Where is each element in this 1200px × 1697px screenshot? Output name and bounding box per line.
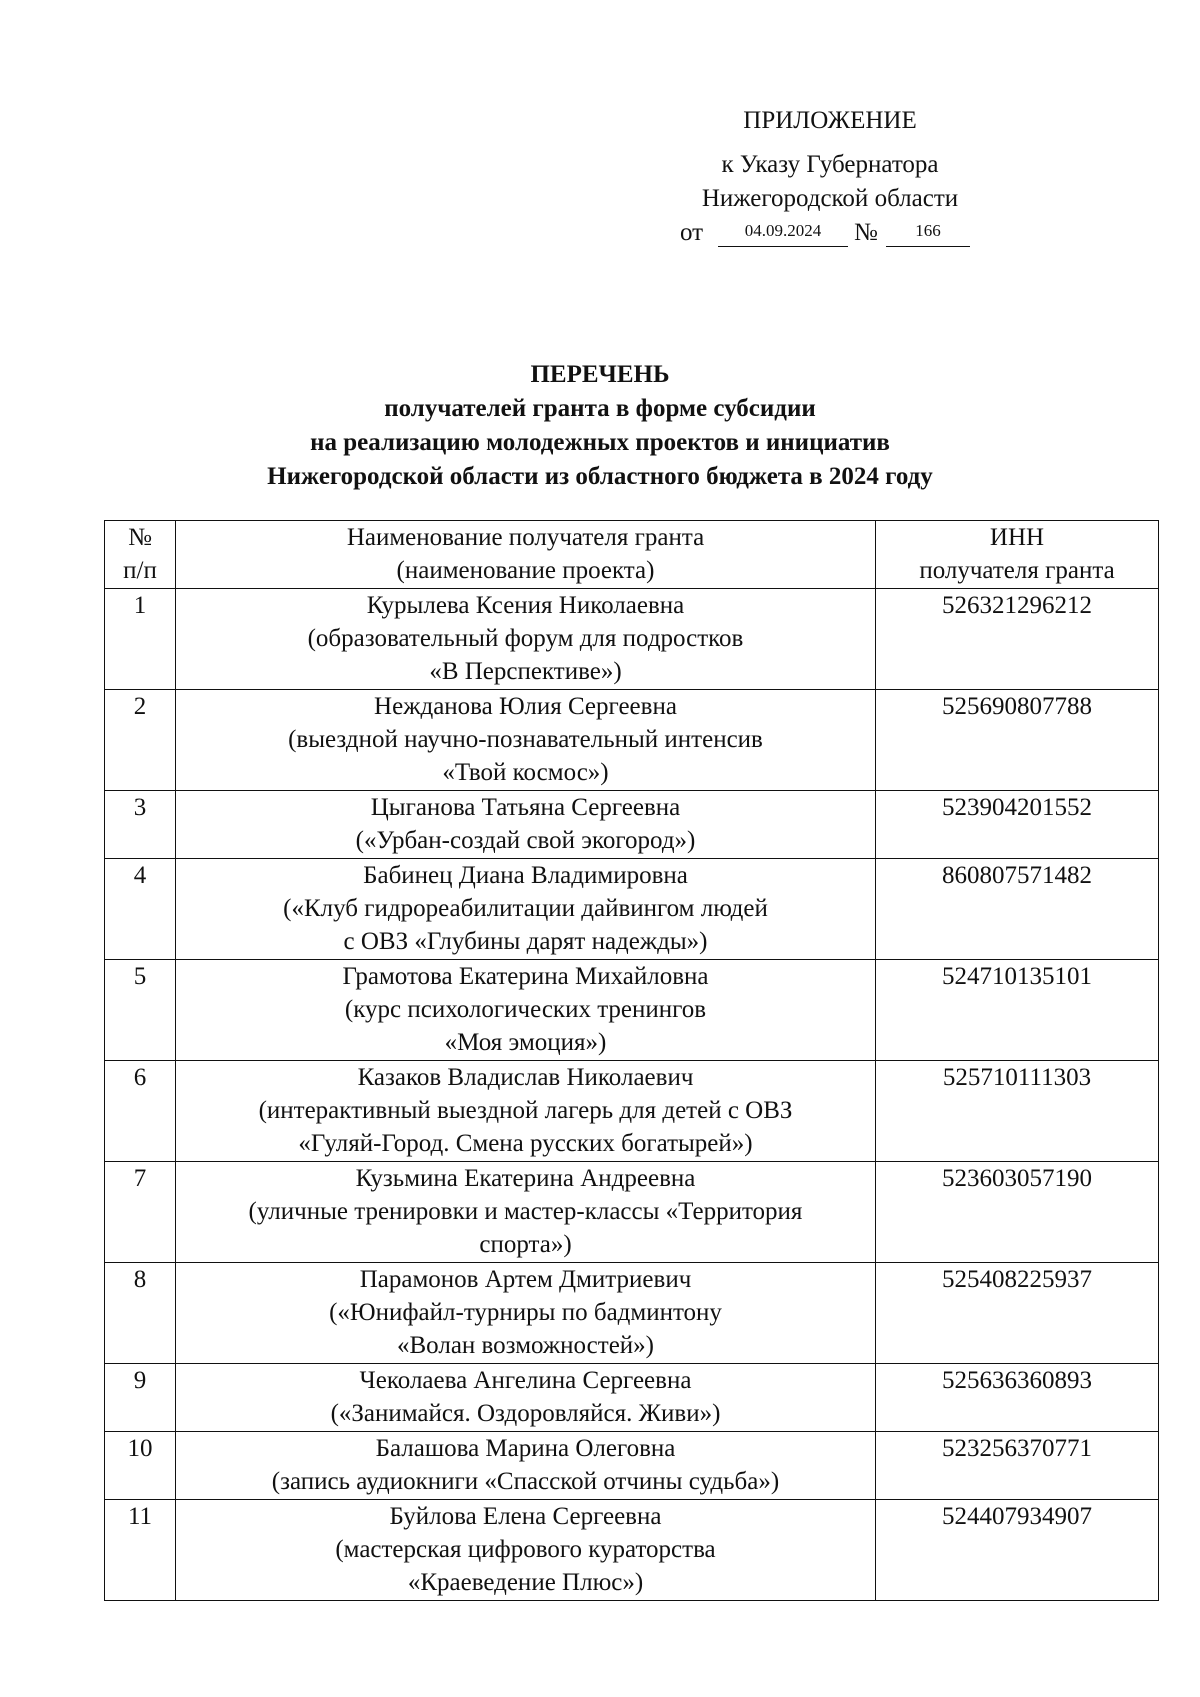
row-number: 6: [105, 1061, 176, 1162]
recipient-cell: [176, 1500, 876, 1601]
project-name: («Клуб гидрореабилитации дайвингом людей с ОВЗ «Глубины дарят надежды»): [283, 895, 768, 955]
recipient-inn: 526321296212: [876, 589, 1159, 690]
project-name: («Занимайся. Оздоровляйся. Живи»): [330, 1400, 721, 1427]
recipient-cell: [176, 690, 876, 791]
title-line-4: Нижегородской области из областного бюджета в 2024 году: [267, 463, 933, 490]
project-name: (интерактивный выездной лагерь для детей с ОВЗ «Гуляй-Город. Смена русских богатырей»): [258, 1097, 793, 1157]
recipient-cell: [176, 960, 876, 1061]
decree-number: 166: [886, 216, 970, 247]
recipient-inn: 523904201552: [876, 791, 1159, 859]
table-row: [105, 960, 1159, 1061]
table-row: [105, 1061, 1159, 1162]
recipient-name: Курылева Ксения Николаевна: [366, 592, 685, 619]
recipient-inn: 525636360893: [876, 1364, 1159, 1432]
table-row: [105, 1364, 1159, 1432]
header-num-text: № п/п: [123, 524, 157, 584]
title-line-3: на реализацию молодежных проектов и инициатив: [310, 429, 890, 456]
table-row: [105, 1263, 1159, 1364]
row-number: 11: [105, 1500, 176, 1601]
from-label: от: [680, 219, 704, 246]
recipient-name: Парамонов Артем Дмитриевич: [359, 1266, 692, 1293]
row-number: 3: [105, 791, 176, 859]
decree-date: 04.09.2024: [718, 216, 848, 247]
row-number: 10: [105, 1432, 176, 1500]
project-name: (образовательный форум для подростков «В Перспективе»): [307, 625, 744, 685]
recipient-name: Кузьмина Екатерина Андреевна: [355, 1165, 696, 1192]
title-line-2: получателей гранта в форме субсидии: [384, 395, 816, 422]
project-name: (курс психологических тренингов «Моя эмоция»): [344, 996, 707, 1056]
header-name: [176, 521, 876, 589]
project-name: (запись аудиокниги «Спасской отчины судьба»): [271, 1468, 780, 1495]
recipient-name: Чеколаева Ангелина Сергеевна: [359, 1367, 692, 1394]
row-number: 2: [105, 690, 176, 791]
header-inn-text: ИНН получателя гранта: [919, 524, 1115, 584]
recipient-inn: 525690807788: [876, 690, 1159, 791]
recipient-inn: 525710111303: [876, 1061, 1159, 1162]
table-row: [105, 1500, 1159, 1601]
row-number: 5: [105, 960, 176, 1061]
recipient-name: Бабинец Диана Владимировна: [363, 862, 688, 889]
appendix-block: [660, 104, 1000, 250]
number-label: №: [854, 219, 878, 246]
table-header-row: [105, 521, 1159, 589]
appendix-date-line: [680, 216, 980, 250]
recipient-cell: [176, 859, 876, 960]
recipient-cell: [176, 1061, 876, 1162]
document-title: [100, 358, 1100, 494]
recipient-inn: 525408225937: [876, 1263, 1159, 1364]
row-number: 1: [105, 589, 176, 690]
row-number: 9: [105, 1364, 176, 1432]
project-name: (мастерская цифрового кураторства «Краеведение Плюс»): [335, 1536, 716, 1596]
recipient-inn: 523603057190: [876, 1162, 1159, 1263]
table-row: [105, 1432, 1159, 1500]
project-name: («Урбан-создай свой экогород»): [355, 827, 696, 854]
recipient-cell: [176, 1263, 876, 1364]
recipient-cell: [176, 589, 876, 690]
recipient-cell: [176, 1364, 876, 1432]
appendix-heading: ПРИЛОЖЕНИЕ: [743, 107, 917, 134]
recipient-inn: 523256370771: [876, 1432, 1159, 1500]
recipients-table: [104, 520, 1159, 1601]
table-row: [105, 1162, 1159, 1263]
appendix-line-1: к Указу Губернатора: [721, 151, 939, 178]
recipient-cell: [176, 1162, 876, 1263]
recipient-name: Нежданова Юлия Сергеевна: [374, 693, 677, 720]
recipient-cell: [176, 1432, 876, 1500]
recipient-name: Буйлова Елена Сергеевна: [389, 1503, 662, 1530]
recipient-inn: 860807571482: [876, 859, 1159, 960]
table-row: [105, 589, 1159, 690]
recipient-inn: 524407934907: [876, 1500, 1159, 1601]
project-name: (уличные тренировки и мастер-классы «Территория спорта»): [248, 1198, 803, 1258]
appendix-line-2: Нижегородской области: [701, 185, 959, 212]
table-row: [105, 859, 1159, 960]
recipient-name: Цыганова Татьяна Сергеевна: [370, 794, 681, 821]
table-row: [105, 791, 1159, 859]
recipient-cell: [176, 791, 876, 859]
row-number: 7: [105, 1162, 176, 1263]
recipient-inn: 524710135101: [876, 960, 1159, 1061]
project-name: («Юнифайл-турниры по бадминтону «Волан возможностей»): [329, 1299, 722, 1359]
recipient-name: Грамотова Екатерина Михайловна: [342, 963, 709, 990]
header-name-text: Наименование получателя гранта (наименование проекта): [346, 524, 705, 584]
row-number: 4: [105, 859, 176, 960]
header-inn: [876, 521, 1159, 589]
header-num: [105, 521, 176, 589]
recipient-name: Балашова Марина Олеговна: [375, 1435, 676, 1462]
title-line-1: ПЕРЕЧЕНЬ: [530, 361, 670, 388]
table-row: [105, 690, 1159, 791]
row-number: 8: [105, 1263, 176, 1364]
recipient-name: Казаков Владислав Николаевич: [357, 1064, 694, 1091]
project-name: (выездной научно-познавательный интенсив «Твой космос»): [288, 726, 763, 786]
